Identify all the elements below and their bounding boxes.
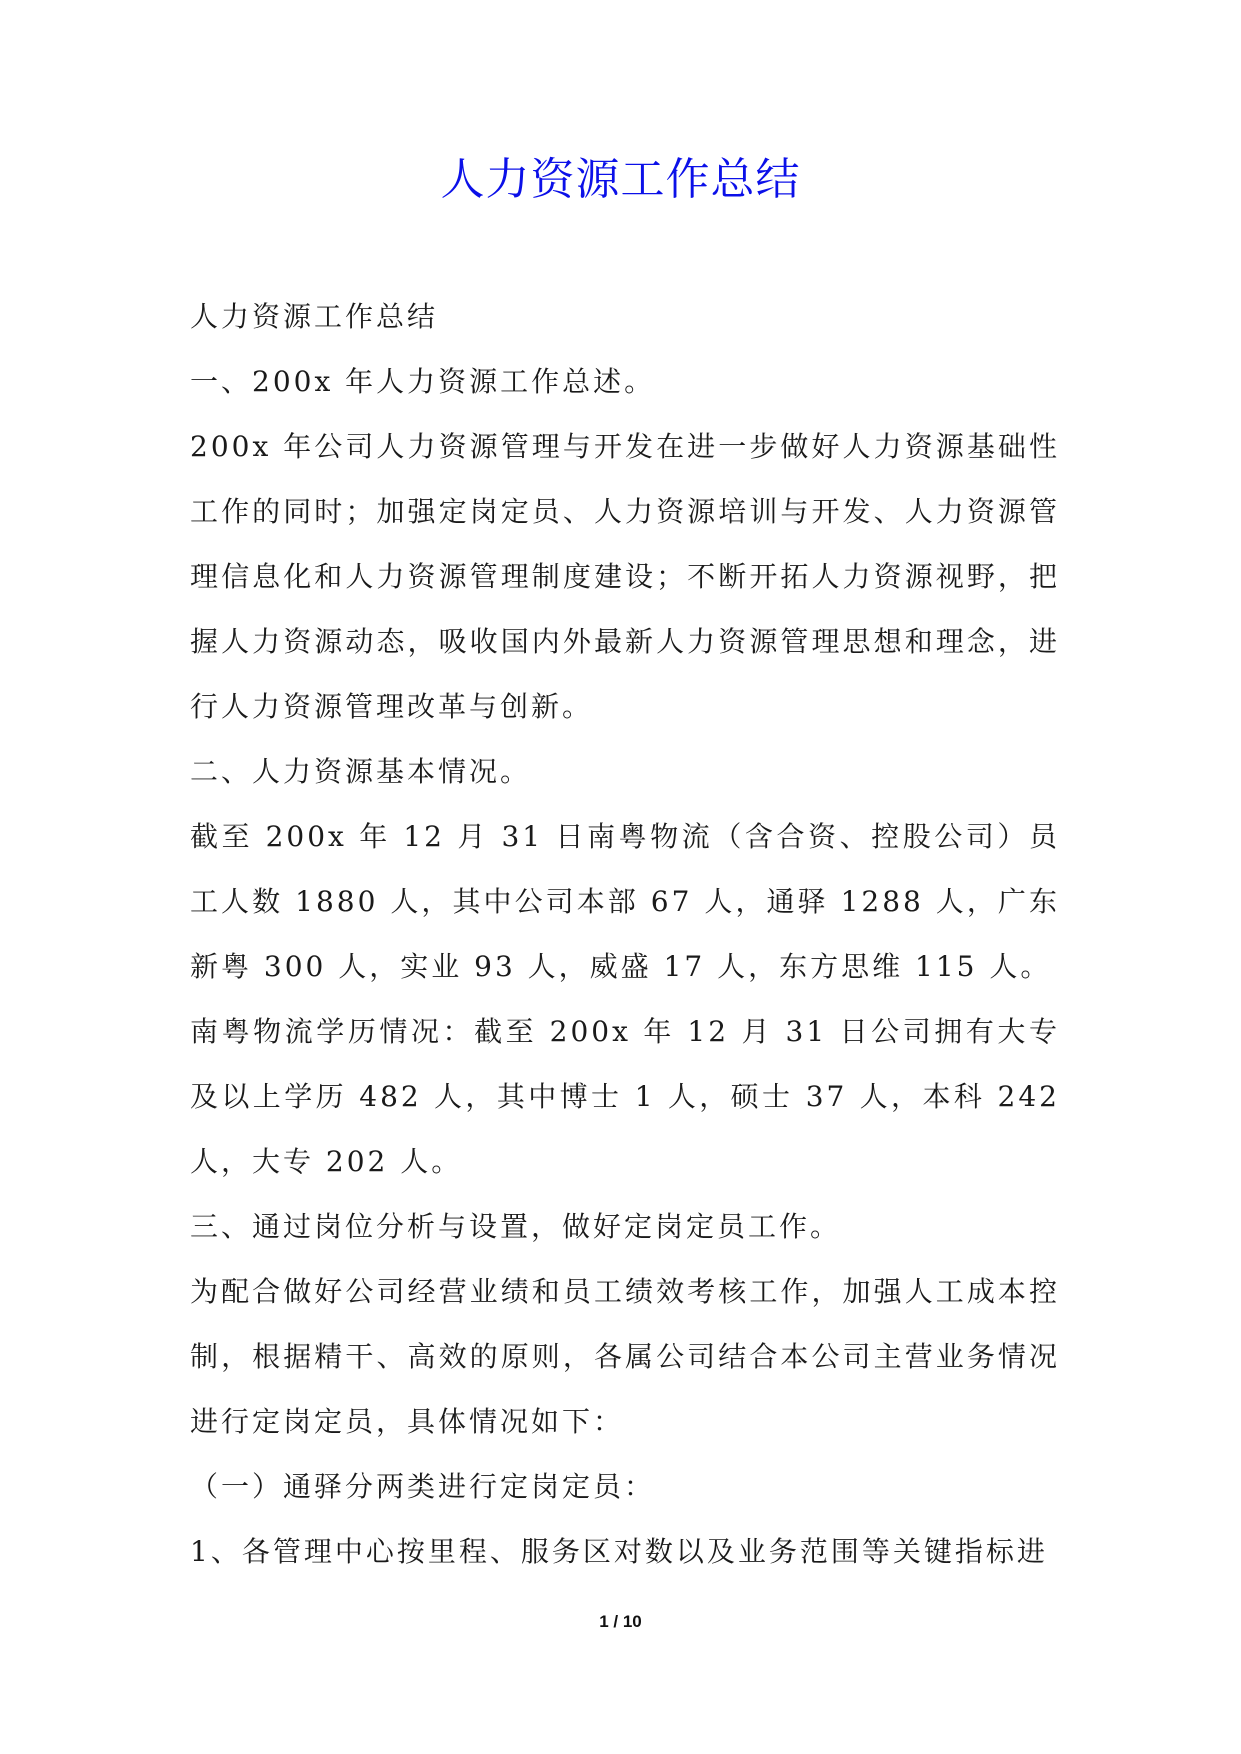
section-heading-2: 二、人力资源基本情况。 <box>190 755 532 788</box>
section-heading-3: 三、通过岗位分析与设置，做好定岗定员工作。 <box>190 1210 842 1243</box>
paragraph-subtitle: 人力资源工作总结 <box>190 300 439 333</box>
document-title: 人力资源工作总结 <box>440 154 801 205</box>
page-number: 1 / 10 <box>599 1612 642 1631</box>
list-item-1: 1、各管理中心按里程、服务区对数以及业务范围等关键指标进 <box>190 1535 1048 1568</box>
paragraph-headcount: 截至 200x 年 12 月 31 日南粤物流（含合资、控股公司）员工人数 1880 人，其中公司本部 67 人，通驿 1288 人，广东新粤 300 人，实业 93 人，威盛 17 人，东方思维 115 人。 <box>190 820 1060 983</box>
section-heading-1: 一、200x 年人力资源工作总述。 <box>190 365 656 398</box>
paragraph-education: 南粤物流学历情况：截至 200x 年 12 月 31 日公司拥有大专及以上学历 482 人，其中博士 1 人，硕士 37 人，本科 242 人，大专 202 人。 <box>190 1015 1060 1178</box>
subsection-heading-1: （一）通驿分两类进行定岗定员： <box>190 1470 656 1503</box>
paragraph-overview: 200x 年公司人力资源管理与开发在进一步做好人力资源基础性工作的同时；加强定岗定员、人力资源培训与开发、人力资源管理信息化和人力资源管理制度建设；不断开拓人力资源视野，把握人力资源动态，吸收国内外最新人力资源管理思想和理念，进行人力资源管理改革与创新。 <box>190 430 1060 723</box>
document-body <box>190 284 1060 1584</box>
paragraph-staffing: 为配合做好公司经营业绩和员工绩效考核工作，加强人工成本控制，根据精干、高效的原则，各属公司结合本公司主营业务情况进行定岗定员，具体情况如下： <box>190 1275 1060 1438</box>
